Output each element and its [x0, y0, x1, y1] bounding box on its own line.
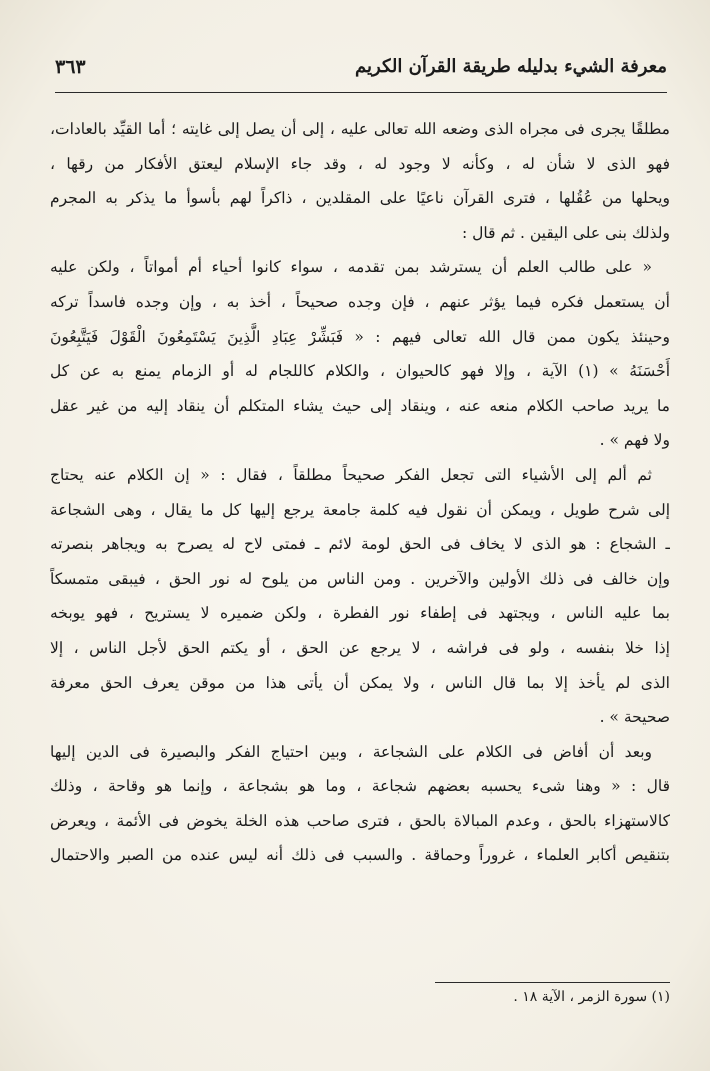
paragraph: [50, 458, 670, 735]
text-line: الذى لم يأخذ إلا بما قال الناس ، ولا يمكن أن يأتى هذا من موقن يعرف الحق معرفة: [50, 673, 670, 692]
text-line: « على طالب العلم أن يسترشد بمن تقدمه ، سواء كانوا أحياء أم أمواتاً ، ولكن عليه: [50, 258, 652, 277]
text-line: وحينئذ يكون ممن قال الله تعالى فيهم : « فَبَشِّرْ عِبَادِ الَّذِينَ يَسْتَمِعُونَ الْقَوْلَ فَيَتَّبِعُونَ: [50, 327, 670, 346]
text-line: بما عليه الناس ، ويجتهد فى إطفاء نور الفطرة ، ولكن ضميره لا يستريح ، فهو يوبخه: [50, 604, 670, 623]
text-line: وإن خالف فى ذلك الأولين والآخرين . ومن الناس من يلوح له نور الحق ، فيبقى متمسكاً: [50, 569, 670, 588]
paragraph: [50, 250, 670, 458]
header-divider: [55, 92, 667, 93]
text-line: ولذلك بنى على اليقين . ثم قال :: [461, 223, 670, 242]
footnote-divider: [435, 982, 670, 983]
text-line: إلى شرح طويل ، ويمكن أن نقول فيه كلمة جامعة يرجع إليها كل ما يقال ، وهى الشجاعة: [50, 500, 670, 519]
text-line: ولا فهم » .: [599, 431, 670, 450]
body-text: [50, 112, 670, 873]
text-line: ثم ألم إلى الأشياء التى تجعل الفكر صحيحاً مطلقاً ، فقال : « إن الكلام عنه يحتاج: [50, 465, 652, 484]
page-number: ٣٦٣: [55, 56, 86, 78]
paragraph: [50, 735, 670, 873]
text-line: ويحلها من عُقُلها ، فترى القرآن ناعيًا على المقلدين ، ذاكراً لهم بأسوأ ما يذكر به المجرم: [50, 189, 670, 208]
text-line: ـ الشجاع : هو الذى لا يخاف فى الحق لومة لائم ـ فمتى لاح له يصرح به ويجاهر بنصرته: [50, 535, 670, 554]
text-line: كالاستهزاء بالحق ، وعدم المبالاة بالحق ، فترى صاحب هذه الخلة يخوض فى الأئمة ، ويعرض: [50, 811, 670, 830]
running-header: [55, 52, 667, 88]
text-line: أَحْسَنَهُ » (١) الآية ، وإلا فهو كالحيوان ، والكلام كاللجام له أو الزمام يمنع به عن كل: [50, 362, 670, 381]
header-title: معرفة الشيء بدليله طريقة القرآن الكريم: [355, 56, 667, 77]
text-line: بتنقيص أكابر العلماء ، غروراً وحماقة . والسبب فى ذلك أنه ليس عنده من الصبر والاحتمال: [50, 846, 670, 865]
footnote: (١) سورة الزمر ، الآية ١٨ .: [513, 989, 670, 1005]
text-line: قال : « وهنا شىء يحسبه بعضهم شجاعة ، وما هو بشجاعة ، وإنما هو وقاحة ، وذلك: [50, 777, 670, 796]
text-line: أن يستعمل فكره فيما يؤثر عنهم ، فإن وجده صحيحاً ، أخذ به ، وإن وجده فاسداً تركه: [50, 292, 670, 311]
text-line: فهو الذى لا شأن له ، وكأنه لا وجود له ، وقد جاء الإسلام ليعتق الأفكار من رقها ،: [50, 154, 670, 173]
text-line: إذا خلا بنفسه ، ولو فى فراشه ، لا يرجع عن الحق ، أو يكتم الحق لأجل الناس ، إلا: [50, 638, 670, 657]
paragraph: [50, 112, 670, 250]
text-line: مطلقًا يجرى فى مجراه الذى وضعه الله تعالى عليه ، إلى أن يصل إلى غايته ؛ أما القيِّد بالعادات،: [50, 120, 670, 138]
text-line: ما يريد صاحب الكلام منعه عنه ، وينقاد إلى حيث يشاء المتكلم أن ينقاد إليه من غير عقل: [50, 396, 670, 415]
text-line: وبعد أن أفاض فى الكلام على الشجاعة ، وبين احتياج الفكر والبصيرة فى الدين إليها: [50, 742, 652, 761]
text-line: صحيحة » .: [599, 708, 670, 727]
